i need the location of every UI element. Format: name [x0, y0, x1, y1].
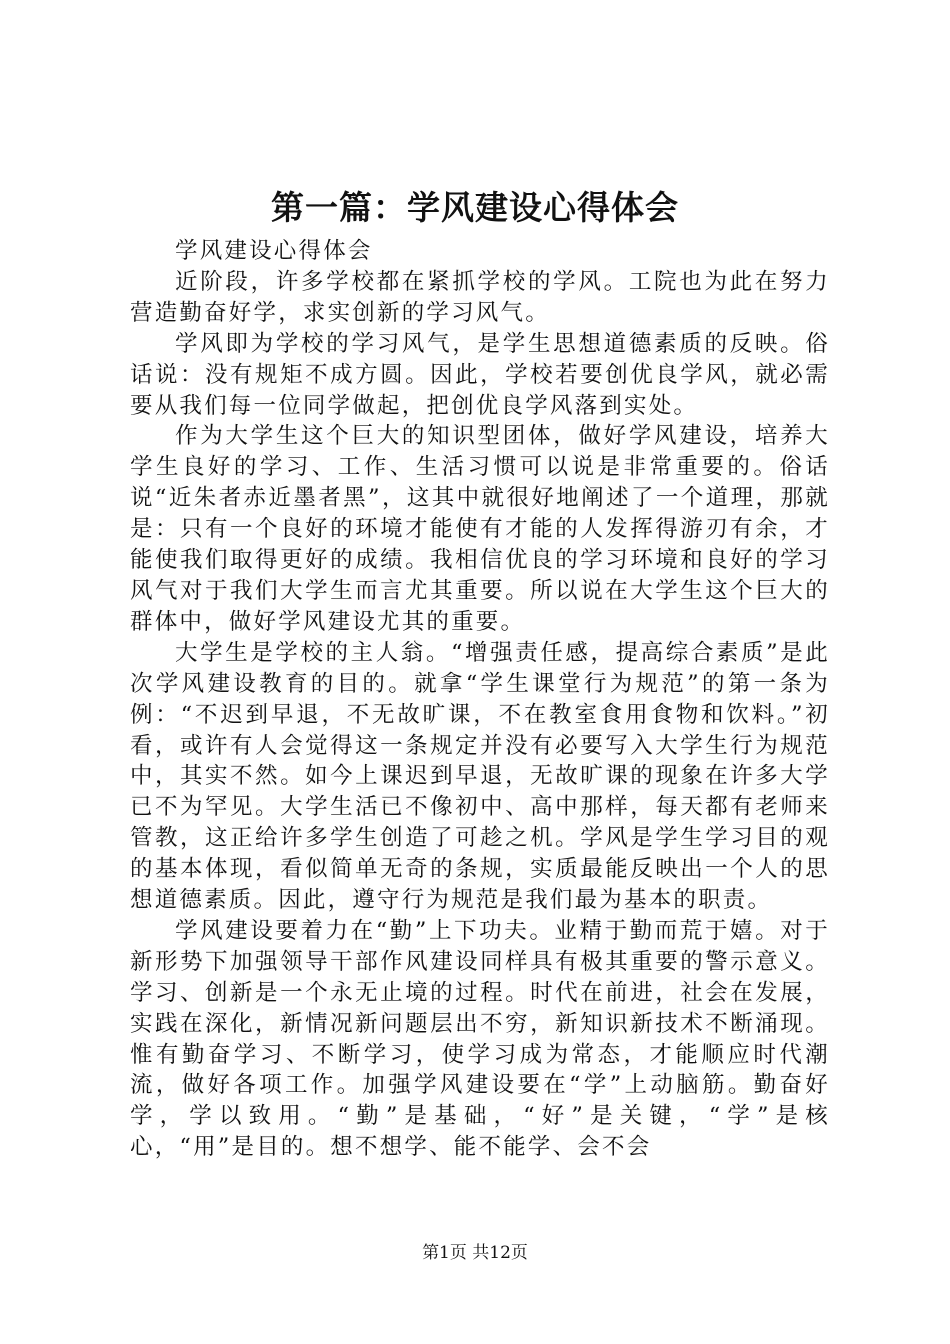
paragraph: 学风建设要着力在“勤”上下功夫。业精于勤而荒于嬉。对于新形势下加强领导干部作风建设同样具有极其重要的警示意义。学习、创新是一个永无止境的过程。时代在前进，社会在发展，实践在深化，新情况新问题层出不穷，新知识新技术不断涌现。惟有勤奋学习、不断学习，使学习成为常态，才能顺应时代潮流，做好各项工作。加强学风建设要在“学”上动脑筋。勤奋好学，学以致用。“勤”是基础，“好”是关键，“学”是核心，“用”是目的。想不想学、能不能学、会不会 [130, 917, 830, 1161]
page-number-footer: 第1页 共12页 [422, 1243, 528, 1263]
paragraph: 近阶段，许多学校都在紧抓学校的学风。工院也为此在努力营造勤奋好学，求实创新的学习风气。 [130, 268, 830, 326]
paragraph: 大学生是学校的主人翁。“增强责任感，提高综合素质”是此次学风建设教育的目的。就拿“学生课堂行为规范”的第一条为例：“不迟到早退，不无故旷课，不在教室食用食物和饮料。”初看，或许有人会觉得这一条规定并没有必要写入大学生行为规范中，其实不然。如今上课迟到早退，无故旷课的现象在许多大学已不为罕见。大学生活已不像初中、高中那样，每天都有老师来管教，这正给许多学生创造了可趁之机。学风是学生学习目的观的基本体现，看似简单无奇的条规，实质最能反映出一个人的思想道德素质。因此，遵守行为规范是我们最为基本的职责。 [130, 639, 830, 914]
document-title: 第一篇：学风建设心得体会 [271, 188, 679, 227]
subtitle-paragraph: 学风建设心得体会 [175, 238, 373, 264]
paragraph: 学风即为学校的学习风气，是学生思想道德素质的反映。俗话说：没有规矩不成方圆。因此，学校若要创优良学风，就必需要从我们每一位同学做起，把创优良学风落到实处。 [130, 330, 830, 419]
document-body [130, 236, 830, 1163]
paragraph: 作为大学生这个巨大的知识型团体，做好学风建设，培养大学生良好的学习、工作、生活习惯可以说是非常重要的。俗话说“近朱者赤近墨者黑”，这其中就很好地阐述了一个道理，那就是：只有一个良好的环境才能使有才能的人发挥得游刃有余，才能使我们取得更好的成绩。我相信优良的学习环境和良好的学习风气对于我们大学生而言尤其重要。所以说在大学生这个巨大的群体中，做好学风建设尤其的重要。 [130, 423, 830, 635]
